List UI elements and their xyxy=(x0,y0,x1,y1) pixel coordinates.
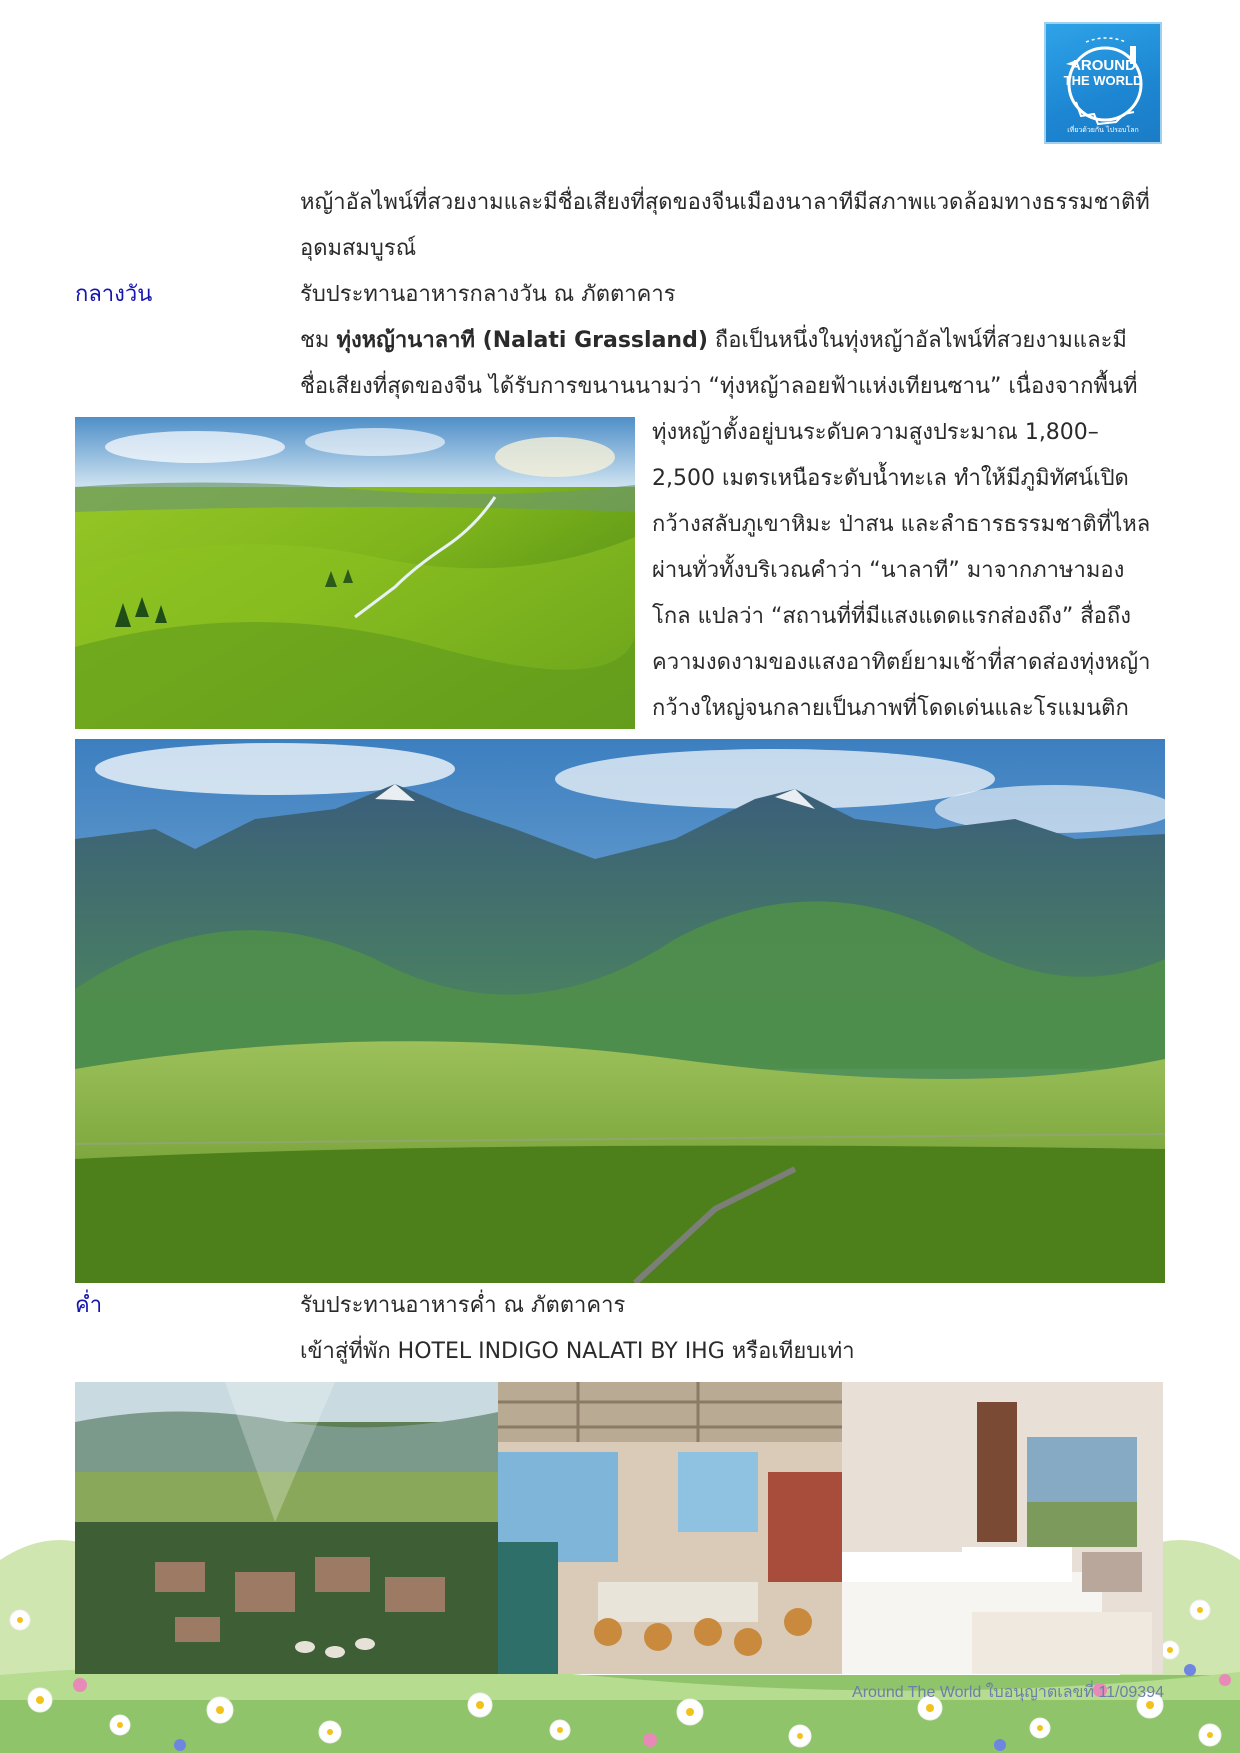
mountain-panorama-photo xyxy=(75,739,1165,1283)
nalati-grassland-name: ทุ่งหญ้านาลาที (Nalati Grassland) xyxy=(336,328,708,353)
grassland-valley-photo xyxy=(75,417,635,729)
intro-line-2: อุดมสมบูรณ์ xyxy=(300,236,417,261)
license-footer: Around The World ใบอนุญาตเลขที่ 11/09394 xyxy=(852,1684,1164,1701)
description-side-line: 2,500 เมตรเหนือระดับน้ำทะเล ทำให้มีภูมิทัศน์เปิด xyxy=(652,466,1129,491)
logo-title-line2: THE WORLD xyxy=(1063,73,1143,88)
description-side-line: ทุ่งหญ้าตั้งอยู่บนระดับความสูงประมาณ 1,800– xyxy=(652,420,1099,445)
description-side-line: กว้างใหญ่จนกลายเป็นภาพที่โดดเด่นและโรแมนติก xyxy=(652,696,1129,721)
description-side-line: ความงดงามของแสงอาทิตย์ยามเช้าที่สาดส่องทุ่งหญ้า xyxy=(652,650,1151,675)
description-line-1-rest: ถือเป็นหนึ่งในทุ่งหญ้าอัลไพน์ที่สวยงามและมี xyxy=(707,328,1127,353)
description-side-line: โกล แปลว่า “สถานที่ที่มีแสงแดดแรกส่องถึง” สื่อถึง xyxy=(652,604,1131,629)
hotel-restaurant-photo xyxy=(498,1382,842,1674)
description-prefix: ชม xyxy=(300,328,337,353)
lunch-heading: รับประทานอาหารกลางวัน ณ ภัตตาคาร xyxy=(300,282,676,307)
company-logo xyxy=(1044,22,1162,144)
description-line-1 xyxy=(300,318,1127,364)
dinner-label: ค่ำ xyxy=(75,1293,103,1318)
lunch-label: กลางวัน xyxy=(75,282,153,307)
logo-title-line1: AROUND xyxy=(1070,57,1136,74)
hotel-heading: เข้าสู่ที่พัก HOTEL INDIGO NALATI BY IHG หรือเทียบเท่า xyxy=(300,1339,855,1364)
hotel-bedroom-photo xyxy=(842,1382,1163,1674)
description-side-line: ผ่านทั่วทั้งบริเวณคำว่า “นาลาที” มาจากภาษามอง xyxy=(652,558,1125,583)
logo-tagline: เที่ยวด้วยกัน ไปรอบโลก xyxy=(1067,126,1139,134)
intro-line-1: หญ้าอัลไพน์ที่สวยงามและมีชื่อเสียงที่สุดของจีนเมืองนาลาทีมีสภาพแวดล้อมทางธรรมชาติที่ xyxy=(300,190,1150,215)
description-side-line: กว้างสลับภูเขาหิมะ ป่าสน และลำธารธรรมชาติที่ไหล xyxy=(652,512,1151,537)
hotel-exterior-photo xyxy=(75,1382,498,1674)
description-line-2: ชื่อเสียงที่สุดของจีน ได้รับการขนานนามว่า “ทุ่งหญ้าลอยฟ้าแห่งเทียนซาน” เนื่องจากพื้นที่ xyxy=(300,374,1138,399)
dinner-heading: รับประทานอาหารค่ำ ณ ภัตตาคาร xyxy=(300,1293,626,1318)
